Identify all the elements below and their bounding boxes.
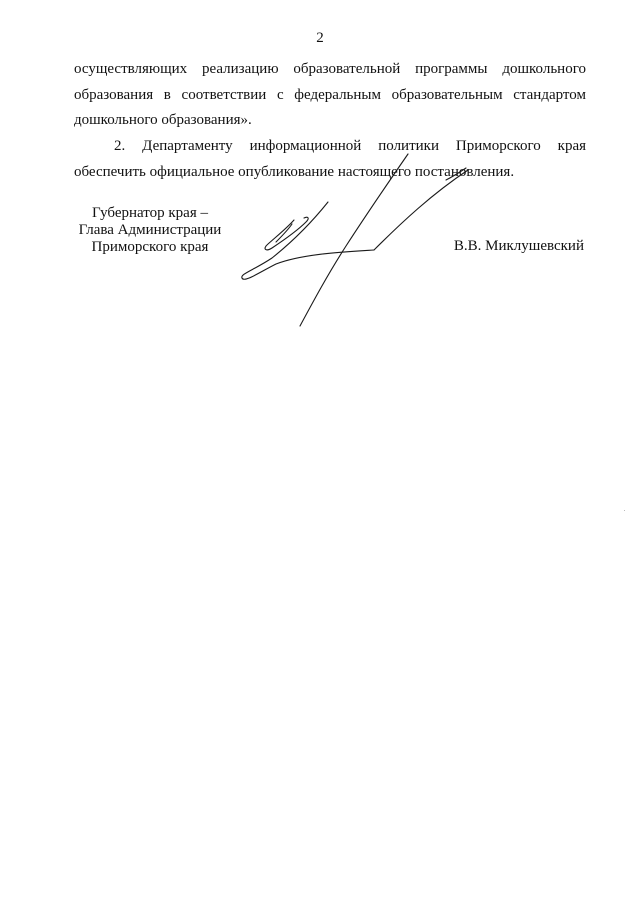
paragraph-1-line: образования в соответствии с федеральным образовательным стандартом: [74, 86, 586, 103]
paragraph-2-line: обеспечить официальное опубликование настоящего постановления.: [74, 163, 515, 180]
page-number: 2: [316, 30, 324, 46]
paragraph-1-line: дошкольного образования».: [74, 112, 252, 128]
signatory-title-line: Губернатор края –: [92, 205, 208, 221]
signatory-title-line: Приморского края: [91, 239, 209, 255]
scan-speck: [624, 510, 625, 511]
signatory-name: В.В. Миклушевский: [453, 238, 584, 254]
paragraph-1: [74, 57, 586, 134]
paragraph-2-line: 2. Департаменту информационной политики Приморского края: [114, 138, 586, 154]
signatory-title: [76, 205, 224, 256]
paragraph-1-line: осуществляющих реализацию образовательной программы дошкольного: [74, 61, 586, 77]
signatory-title-line: Глава Администрации: [78, 222, 222, 238]
